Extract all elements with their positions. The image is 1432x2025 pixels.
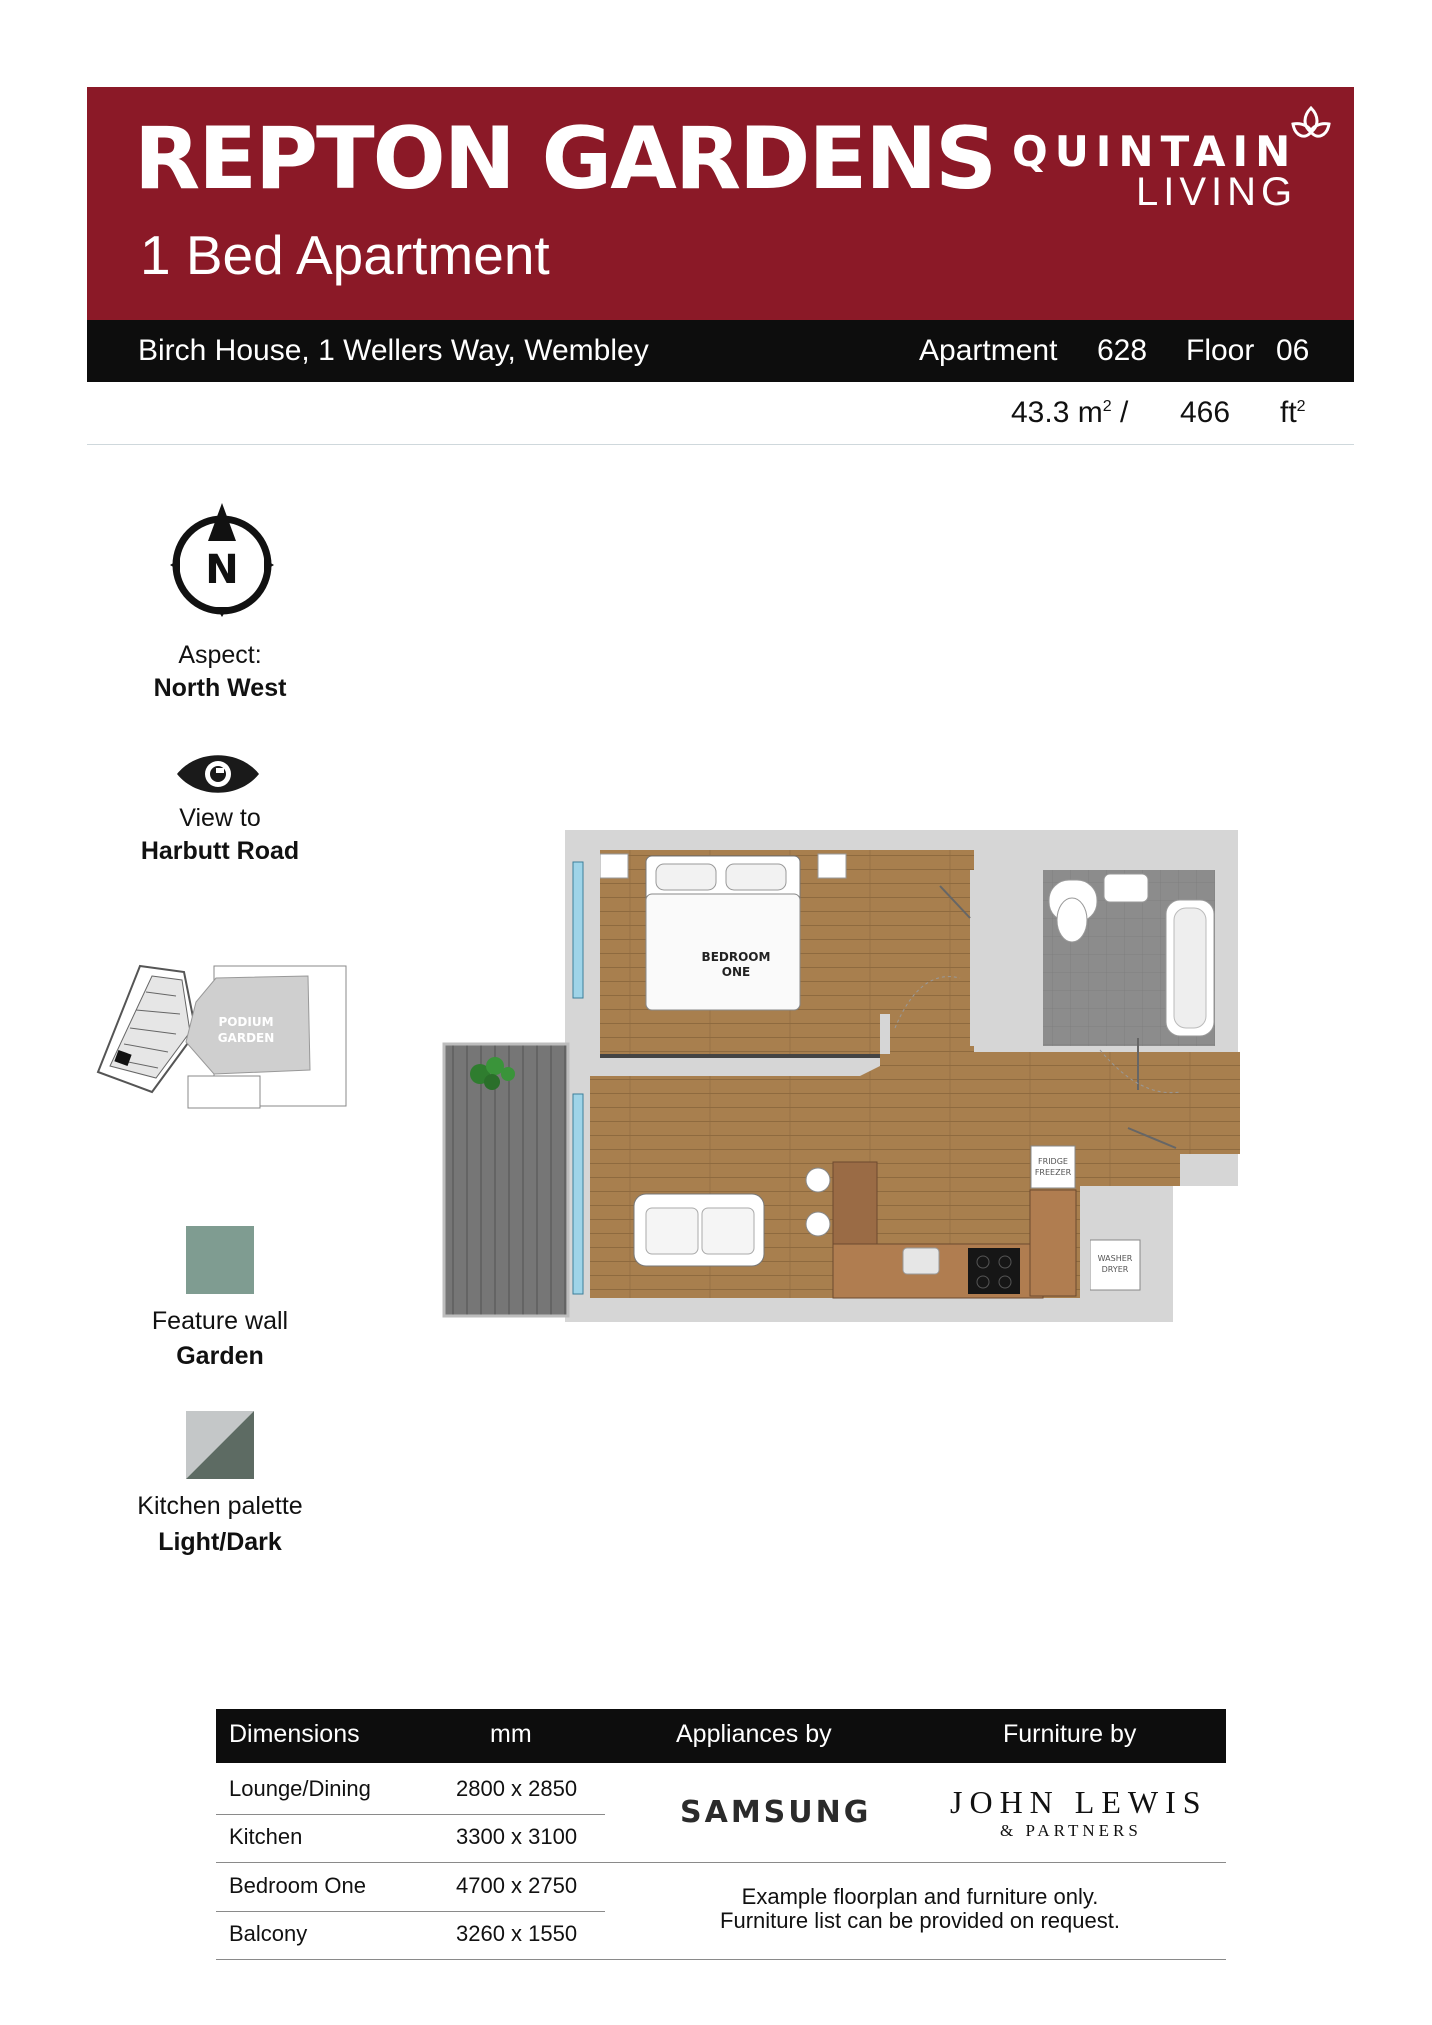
row-divider: [216, 1862, 1226, 1863]
row-room: Kitchen: [229, 1824, 303, 1849]
row-size: 4700 x 2750: [456, 1873, 578, 1898]
area-sqm: [1011, 398, 1128, 428]
row-room: Balcony: [229, 1921, 308, 1946]
col-mm: mm: [490, 1720, 532, 1748]
trefoil-logo-icon: [1289, 104, 1333, 148]
balcony-floor: [444, 1044, 568, 1316]
fridge-label-2: FREEZER: [1034, 1168, 1072, 1177]
feature-wall-swatch: [186, 1226, 254, 1294]
col-furniture: Furniture by: [1003, 1720, 1137, 1748]
kitchen-palette-value: Light/Dark: [158, 1528, 282, 1556]
brand-name: QUINTAIN: [1012, 127, 1298, 176]
row-room: Bedroom One: [229, 1873, 366, 1898]
keyplan-label-2: GARDEN: [217, 1031, 275, 1045]
compass-letter: N: [205, 547, 239, 593]
area-sqm-value: 43.3: [1011, 396, 1070, 429]
bedroom-label-2: ONE: [721, 965, 751, 979]
note-line-1: Example floorplan and furniture only.: [741, 1884, 1099, 1909]
apartment-label: Apartment: [919, 334, 1058, 367]
row-divider: [216, 1814, 605, 1815]
washer-label-1: WASHER: [1097, 1254, 1133, 1263]
fridge-label-1: FRIDGE: [1038, 1157, 1068, 1166]
area-sqm-unit: m: [1077, 396, 1103, 429]
row-size: 3300 x 3100: [456, 1824, 578, 1849]
feature-wall-value: Garden: [176, 1342, 264, 1370]
compass-north-icon: [166, 501, 278, 621]
area-sqft-value: 466: [1180, 396, 1231, 429]
floor-label: Floor: [1186, 334, 1255, 367]
area-sqm-sup: 2: [1102, 398, 1112, 415]
area-sqft-unit: ft: [1280, 396, 1297, 429]
feature-wall-label: Feature wall: [151, 1307, 289, 1335]
keyplan-label-1: PODIUM: [218, 1015, 274, 1029]
floor-number: 06: [1276, 334, 1310, 367]
page-subtitle: 1 Bed Apartment: [140, 224, 550, 286]
aspect-value: North West: [153, 674, 287, 702]
aspect-label: Aspect:: [178, 641, 262, 669]
john-lewis-logo-sub: & PARTNERS: [1000, 1821, 1142, 1840]
area-separator: /: [1119, 396, 1129, 429]
dining-table: [833, 1162, 877, 1244]
col-dimensions: Dimensions: [229, 1720, 360, 1748]
table-bottom-rule: [216, 1959, 1226, 1960]
eye-icon: [175, 751, 261, 797]
washer-label-2: DRYER: [1101, 1265, 1129, 1274]
floorplan: [440, 828, 1240, 1324]
area-sqft: [1280, 398, 1306, 428]
view-value: Harbutt Road: [140, 837, 300, 865]
kitchen-palette-swatch: [186, 1411, 254, 1479]
view-label: View to: [179, 804, 261, 832]
row-size: 3260 x 1550: [456, 1921, 578, 1946]
brand-subname: LIVING: [1136, 170, 1298, 214]
header-divider: [87, 444, 1354, 445]
apartment-number: 628: [1097, 334, 1148, 367]
john-lewis-logo: JOHN LEWIS: [950, 1784, 1208, 1820]
building-keyplan: [96, 962, 350, 1112]
kitchen-palette-label: Kitchen palette: [137, 1492, 303, 1520]
col-appliances: Appliances by: [676, 1720, 832, 1748]
row-room: Lounge/Dining: [229, 1776, 371, 1801]
row-size: 2800 x 2850: [456, 1776, 578, 1801]
row-divider: [216, 1911, 605, 1912]
fridge-freezer: [1031, 1146, 1075, 1188]
samsung-logo: SAMSUNG: [680, 1795, 872, 1830]
address-text: Birch House, 1 Wellers Way, Wembley: [138, 334, 649, 367]
area-sqft-sup: 2: [1296, 398, 1306, 415]
page-title: REPTON GARDENS: [134, 109, 996, 209]
bedroom-label-1: BEDROOM: [701, 950, 771, 964]
note-line-2: Furniture list can be provided on request.: [720, 1908, 1120, 1933]
